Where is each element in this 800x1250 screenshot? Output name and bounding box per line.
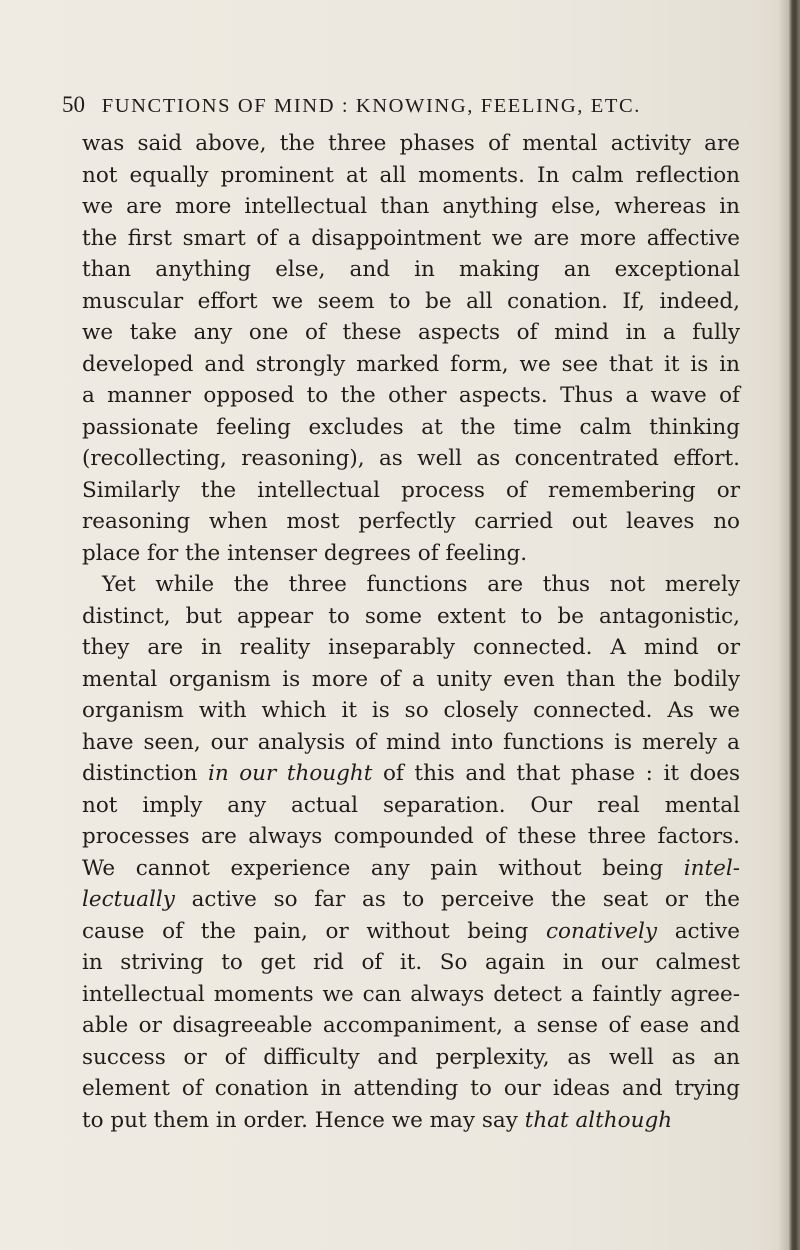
text-segment: intellectual moments we can always detect a faintly agree- bbox=[82, 981, 740, 1007]
running-head-title: FUNCTIONS OF MIND : KNOWING, FEELING, ETC. bbox=[101, 95, 641, 117]
text-line bbox=[82, 853, 740, 885]
text-line bbox=[82, 286, 740, 318]
text-line bbox=[82, 412, 740, 444]
text-line bbox=[82, 443, 740, 475]
text-line bbox=[82, 506, 740, 538]
text-line bbox=[82, 128, 740, 160]
text-segment: reasoning when most perfectly carried out leaves no bbox=[82, 509, 740, 534]
text-segment: in striving to get rid of it. So again in our calmest bbox=[82, 950, 740, 975]
text-line bbox=[82, 947, 740, 979]
italic-text: conatively bbox=[545, 918, 658, 944]
text-segment: cause of the pain, or without being bbox=[82, 918, 546, 944]
text-segment: to put them in order. Hence we may say bbox=[82, 1107, 525, 1133]
text-segment: mental organism is more of a unity even than the bodily bbox=[82, 666, 740, 692]
running-header bbox=[62, 92, 722, 118]
text-line bbox=[82, 916, 740, 948]
text-segment: passionate feeling excludes at the time calm thinking bbox=[82, 414, 740, 440]
text-segment: they are in reality inseparably connected. A mind or bbox=[82, 635, 740, 660]
text-segment: not equally prominent at all moments. In calm reflection bbox=[82, 162, 740, 188]
text-line bbox=[82, 380, 740, 412]
text-line bbox=[82, 475, 740, 507]
text-line bbox=[82, 1010, 740, 1042]
body-text bbox=[82, 128, 740, 1136]
text-segment: distinction bbox=[82, 761, 208, 786]
text-line bbox=[82, 317, 740, 349]
text-line bbox=[82, 632, 740, 664]
text-line bbox=[82, 349, 740, 381]
text-line bbox=[82, 1042, 740, 1074]
text-segment: active bbox=[657, 918, 740, 944]
text-segment: Yet while the three functions are thus not merely bbox=[102, 572, 740, 597]
text-segment: muscular effort we seem to be all conation. If, indeed, bbox=[82, 288, 740, 314]
text-line bbox=[82, 979, 740, 1011]
text-line bbox=[82, 664, 740, 696]
text-line bbox=[82, 821, 740, 853]
text-segment: than anything else, and in making an exceptional bbox=[82, 257, 740, 282]
text-line bbox=[82, 191, 740, 223]
text-line bbox=[82, 758, 740, 790]
text-line bbox=[82, 601, 740, 633]
page-number: 50 bbox=[62, 92, 85, 117]
text-segment: have seen, our analysis of mind into functions is merely a bbox=[82, 729, 740, 755]
text-segment: element of conation in attending to our ideas and trying bbox=[82, 1076, 740, 1101]
text-segment: the first smart of a disappointment we are more affective bbox=[82, 225, 740, 251]
text-line bbox=[82, 1105, 740, 1137]
italic-text: lectually bbox=[82, 887, 175, 912]
text-segment: processes are always compounded of these three factors. bbox=[82, 824, 740, 849]
italic-text: intel- bbox=[683, 855, 740, 881]
text-line bbox=[82, 695, 740, 727]
text-segment: Similarly the intellectual process of remembering or bbox=[82, 477, 740, 503]
text-segment: distinct, but appear to some extent to be antagonistic, bbox=[82, 603, 740, 629]
text-line bbox=[82, 727, 740, 759]
page-edge bbox=[788, 0, 800, 1250]
text-line bbox=[82, 223, 740, 255]
text-segment: we are more intellectual than anything else, whereas in bbox=[82, 194, 740, 219]
text-segment: organism with which it is so closely connected. As we bbox=[82, 698, 740, 723]
text-line bbox=[82, 538, 740, 570]
text-line bbox=[82, 790, 740, 822]
italic-text: in our thought bbox=[207, 761, 373, 786]
text-line bbox=[82, 160, 740, 192]
text-segment: We cannot experience any pain without being bbox=[82, 855, 684, 881]
text-line bbox=[82, 884, 740, 916]
text-segment: we take any one of these aspects of mind in a fully bbox=[82, 320, 740, 345]
text-line bbox=[82, 1073, 740, 1105]
text-segment: was said above, the three phases of mental activity are bbox=[82, 131, 740, 156]
text-segment: success or of difficulty and perplexity, as well as an bbox=[82, 1044, 740, 1070]
text-segment: able or disagreeable accompaniment, a sense of ease and bbox=[82, 1013, 740, 1038]
page-gutter-shadow bbox=[778, 0, 788, 1250]
text-segment: (recollecting, reasoning), as well as concentrated effort. bbox=[82, 446, 740, 471]
text-line bbox=[82, 569, 740, 601]
text-segment: not imply any actual separation. Our real mental bbox=[82, 792, 740, 818]
text-segment: place for the intenser degrees of feeling. bbox=[82, 540, 528, 566]
text-segment: a manner opposed to the other aspects. Thus a wave of bbox=[82, 383, 740, 408]
text-segment: developed and strongly marked form, we see that it is in bbox=[82, 351, 740, 377]
text-segment: of this and that phase : it does bbox=[372, 761, 740, 786]
text-segment: active so far as to perceive the seat or the bbox=[174, 887, 740, 912]
italic-text: that although bbox=[524, 1107, 673, 1133]
text-line bbox=[82, 254, 740, 286]
